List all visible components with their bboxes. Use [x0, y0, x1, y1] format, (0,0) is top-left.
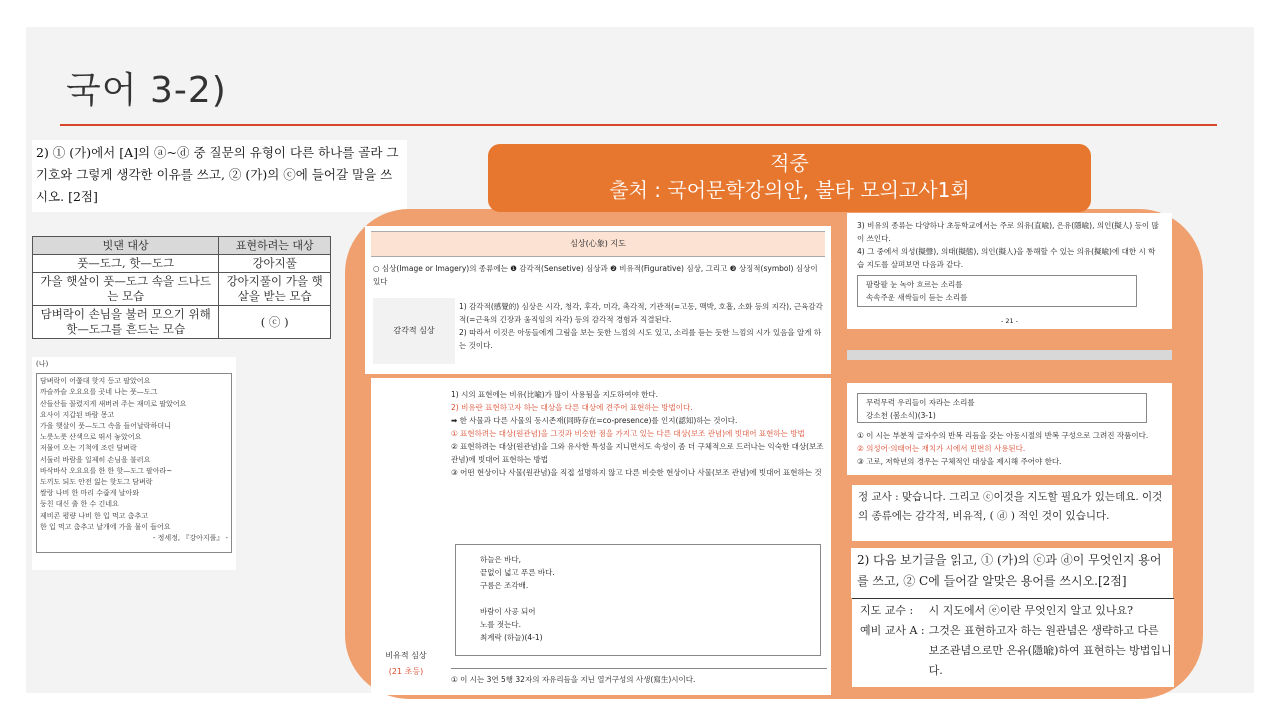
poem-line: 담벼락이 어쭙대 핫지 등고 팔았어요: [40, 377, 151, 386]
page-number: - 21 -: [1000, 317, 1019, 325]
doc-note: ① 이 시는 3연 5행 32자의 자유리듬을 지닌 열거구성의 사생(寫生)시이다.: [451, 668, 827, 686]
poem-line: 도끼도 되도 안전 잃는 핫도그 담벼락: [40, 478, 153, 487]
poem-line: 한 입 먹고 춤추고 날개에 가을 물이 들어요: [40, 522, 171, 531]
table-cell: ( ⓒ ): [219, 306, 331, 339]
poem-line: 가을 햇살이 풋—도그 속을 들어날락하더니: [40, 422, 171, 431]
poem-line: 노릇노릇 산색으로 뛰서 놓았어요: [40, 433, 142, 442]
table-cell: 풋—도그, 핫—도그: [33, 255, 219, 273]
doc-poem-line: 최계락 (하늘)(4-1): [480, 633, 543, 642]
source-banner: [488, 144, 1091, 212]
doc-poem-line: 바람이 사공 되어: [480, 607, 536, 616]
doc-item: 3) 비유의 종류는 다양하나 초등학교에서는 주로 의유(直喩), 은유(隱喩), 의인(擬人) 등이 많이 쓰인다.: [857, 221, 1159, 243]
doc-items: [459, 300, 825, 352]
doc-row-label: [371, 648, 441, 680]
table-cell: 담벼락이 손님을 불러 모으기 위해 핫—도그를 흔드는 모습: [33, 306, 219, 339]
lecture-doc-repetition: [847, 383, 1172, 475]
doc-example-box: [857, 393, 1147, 423]
exam-question-2: 2) 다음 보기글을 읽고, ① (가)의 ⓒ과 ⓓ이 무엇인지 용어를 쓰고, ② C에 들어갈 알맞은 용어를 쓰시오.[2점]: [851, 548, 1173, 598]
poem-line: 둥친 대신 출 한 수 긴네요: [40, 500, 119, 509]
exam-dialogue-excerpt: 정 교사 : 맞습니다. 그리고 ⓒ이것을 지도할 필요가 있는데요. 이것의 종류에는 감각적, 비유적, ( ⓓ ) 적인 것이 있습니다.: [852, 485, 1172, 541]
slide-title: 국어 3-2): [66, 70, 227, 111]
doc-note: ② 의성어·의태어는 재치가 시에서 빈번히 사용된다.: [857, 444, 1026, 453]
poem-box: [36, 373, 232, 553]
poem-line: 제비콘 평량 나비 한 입 먹고 춤추고: [40, 511, 149, 520]
doc-item: 2) 따라서 이것은 아동들에게 그림을 보는 듯한 느낌의 시도 있고, 소리를 듣는 듯한 느낌의 시가 있음을 알게 하는 것이다.: [459, 328, 822, 350]
doc-example-line: 무럭무럭 우리들이 자라는 소리를: [866, 398, 975, 407]
doc-example-line: 강소천 (봄소식)(3-1): [866, 411, 936, 420]
doc-items: [451, 388, 827, 479]
poem-excerpt: [32, 357, 236, 570]
comparison-table: [32, 236, 331, 339]
doc-poem-line: 하늘은 바다,: [480, 555, 521, 564]
poem-source: - 정세정, 『강아지풀』 -: [153, 534, 228, 543]
doc-note: ③ 고로, 저학년의 경우는 구체적인 대상을 제시해 주어야 한다.: [857, 457, 1062, 466]
dialogue-text: 시 지도에서 ⓔ이란 무엇인지 알고 있나요?: [928, 604, 1134, 617]
poem-line: 까슬까슬 오요요를 곳네 나는 풋—도그: [40, 388, 158, 397]
doc-example-box: [857, 275, 1137, 307]
banner-heading: 적중: [770, 151, 809, 175]
doc-poem-line: 구름은 조각배.: [480, 581, 529, 590]
table-header: 표현하려는 대상: [219, 237, 331, 255]
doc-intro: ○ 심상(Image or Imagery)의 종류에는 ❶ 감각적(Sensetive) 심상과 ❷ 비유적(Figurative) 심상, 그리고 ❸ 상징적(symbol) 심상이 있다: [373, 264, 818, 286]
doc-item: 2) 비유란 표현하고자 하는 대상을 다른 대상에 견주어 표현하는 방법이다.: [451, 403, 693, 412]
doc-body: [847, 213, 1172, 271]
doc-example-line: 속속주운 새싹들이 듣는 소리를: [866, 293, 968, 302]
banner-source: 출처 : 국어문학강의안, 불타 모의고사1회: [609, 178, 970, 202]
exam-dialogue-box: [852, 598, 1174, 687]
poem-line: 바삭바삭 오요요를 한 한 핫—도그 팔아라~: [40, 466, 173, 475]
exam-question: 2) ① (가)에서 [A]의 ⓐ~ⓓ 중 질문의 유형이 다른 하나를 골라 그 기호와 그렇게 생각한 이유를 쓰고, ② (가)의 ⓒ에 들어갈 말을 쓰시오. [2점]: [32, 140, 407, 212]
doc-item: 1) 감각적(感覺的) 심상은 시각, 청각, 후각, 미각, 촉각적, 기관적(=고동, 맥박, 호흡, 소화 등의 지각), 근육감각적(=근육의 긴장과 움직임의 자각) 등의 감각적 경험과 직결된다.: [459, 302, 823, 324]
doc-poem-line: 끝없이 넓고 푸른 바다.: [480, 568, 555, 577]
doc-note: ① 이 시는 부분적 글자수의 반복 리듬을 갖는 아동시절의 반복 구성으로 그려진 작품이다.: [857, 431, 1149, 440]
dialogue-row: [858, 601, 1174, 621]
doc-poem-line: [480, 592, 820, 605]
lecture-doc-figurative: [371, 378, 831, 695]
poem-line: 저물어 오는 기척에 조린 담벼락: [40, 444, 137, 453]
doc-item: ② 표현하려는 대상(원관념)을 그와 유사한 특성을 지니면서도 속성이 좀 더 구체적으로 드러나는 익숙한 대상(보조 관념)에 빗대어 표현하는 방법: [451, 442, 824, 464]
poem-line: 산들산들 꼴렸지게 새버려 주는 재미로 팔았어요: [40, 399, 187, 408]
doc-item: ➡ 한 사물과 다른 사물의 동시존재(同時存在=co-presence)를 인지(認知)하는 것이다.: [451, 416, 738, 425]
table-row: [33, 273, 331, 306]
doc-item: 4) 그 중에서 의성(擬聲), 의태(擬態), 의인(擬人)을 통해할 수 있는 의유(擬喩)에 대한 시 학습 지도를 살펴보면 다음과 같다.: [857, 247, 1156, 269]
dialogue-speaker: 예비 교사 A :: [860, 624, 925, 637]
page-divider: [847, 350, 1172, 360]
poem-line: 서둘러 바람을 일제히 손님을 불러요: [40, 455, 151, 464]
doc-header: 심상(心象) 지도: [371, 231, 825, 257]
doc-poem-line: 노를 젓는다.: [480, 620, 521, 629]
doc-row-label: 감각적 심상: [373, 298, 455, 364]
doc-notes: [847, 423, 1172, 468]
poem-line: 쌀랑 나비 한 마리 수줍게 날아와: [40, 489, 140, 498]
table-cell: 강아지풀이 가을 햇살을 받는 모습: [219, 273, 331, 306]
title-underline: [60, 124, 1217, 126]
dialogue-text: 그것은 표현하고자 하는 원관념은 생략하고 다른 보조관념으로만 은유(隱喩)하여 표현하는 방법입니다.: [928, 624, 1172, 677]
dialogue-speaker: 지도 교수 :: [860, 604, 914, 617]
doc-example-line: 팔랑팔 눈 녹아 흐르는 소리를: [866, 280, 963, 289]
doc-row-label-sub: (21 초등): [388, 667, 424, 676]
poem-line: 요사이 지갑된 바람 몽고: [40, 410, 115, 419]
poem-label: (나): [36, 360, 49, 368]
table-header: 빗댄 대상: [33, 237, 219, 255]
doc-row-label-text: 비유적 심상: [385, 651, 427, 660]
table-cell: 가을 햇살이 풋—도그 속을 드나드는 모습: [33, 273, 219, 306]
dialogue-row: [858, 621, 1174, 681]
doc-item: ① 표현하려는 대상(원관념)을 그것과 비슷한 점을 가지고 있는 다른 대상(보조 관념)에 빗대어 표현하는 방법: [451, 429, 805, 438]
doc-poem-box: [455, 544, 821, 656]
doc-item: ③ 어떤 현상이나 사물(원관념)을 직접 설명하지 않고 다른 비슷한 현상이나 사물(보조 관념)에 빗대어 표현하는 것: [451, 468, 822, 477]
table-row: [33, 306, 331, 339]
table-header-row: [33, 237, 331, 255]
lecture-doc-imagery: [365, 226, 831, 374]
table-row: [33, 255, 331, 273]
table-cell: 강아지풀: [219, 255, 331, 273]
lecture-doc-simile: [847, 213, 1172, 329]
doc-item: 1) 시의 표현에는 비유(比喩)가 많이 사용됨을 지도하여야 한다.: [451, 390, 659, 399]
dialogue-table: [858, 601, 1174, 681]
